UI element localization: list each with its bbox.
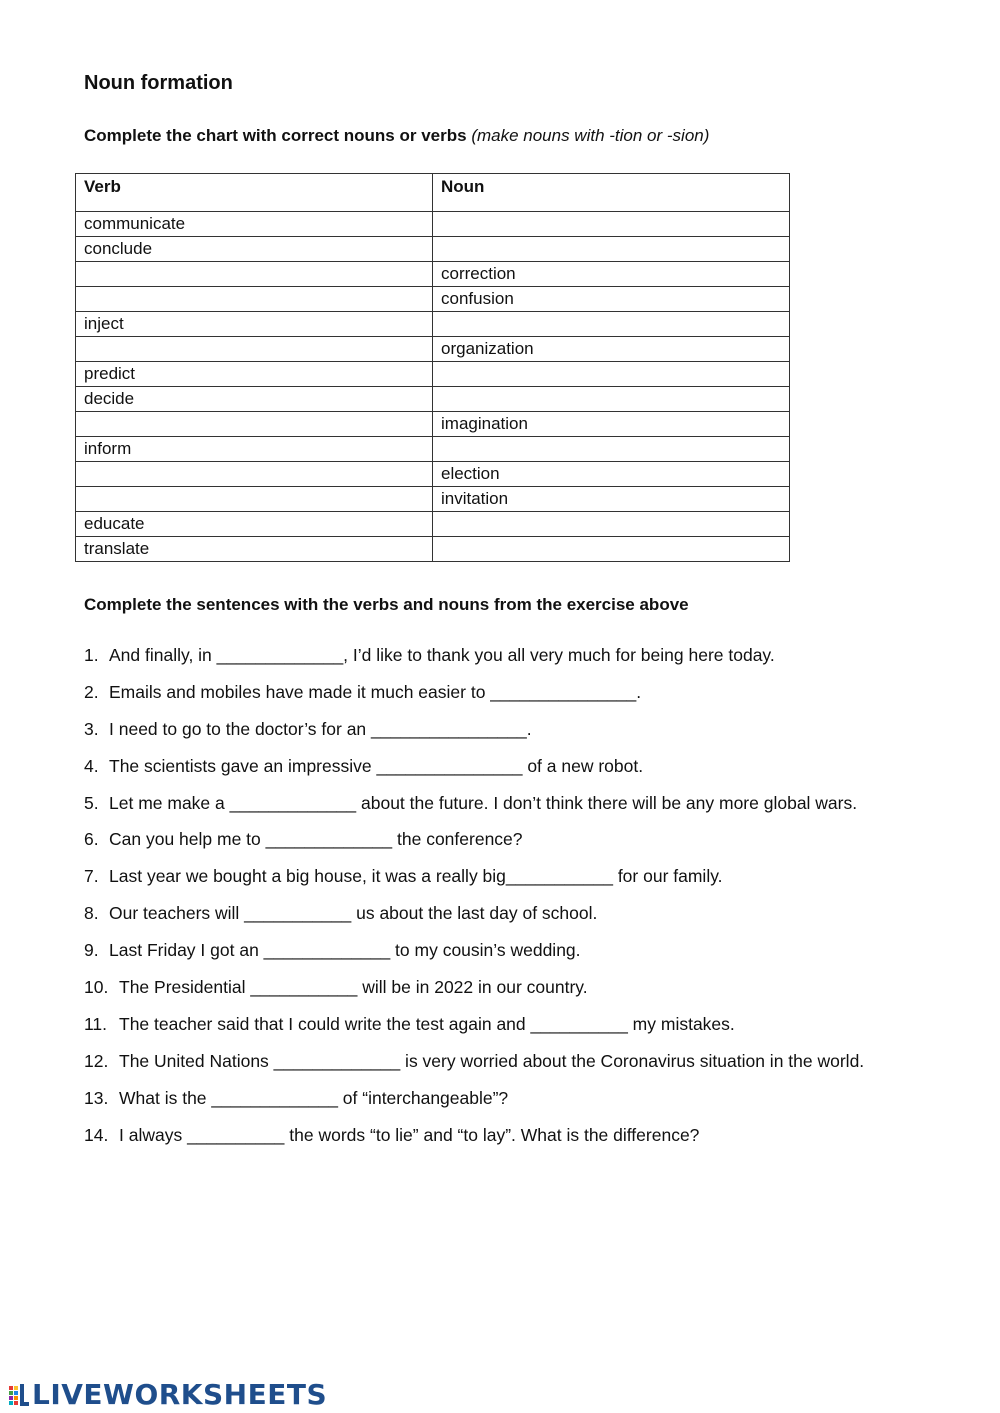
chart-row (76, 412, 790, 437)
verb-cell: conclude (76, 237, 433, 262)
sentence-text: The United Nations _____________ is very worried about the Coronavirus situation in the world. (119, 1050, 865, 1071)
sentence-number: 13. (84, 1087, 109, 1108)
verb-cell[interactable] (76, 462, 433, 487)
verb-cell[interactable] (76, 412, 433, 437)
chart-row (76, 437, 790, 462)
sentence-number: 7. (84, 866, 99, 887)
sentence-item (84, 643, 964, 680)
noun-cell: confusion (433, 287, 790, 312)
noun-cell: correction (433, 262, 790, 287)
sentence-number: 6. (84, 829, 99, 850)
sentence-number: 5. (84, 792, 99, 813)
header-noun: Noun (433, 174, 790, 212)
sentence-text: Can you help me to _____________ the conference? (109, 829, 523, 850)
verb-cell: decide (76, 387, 433, 412)
verb-cell: predict (76, 362, 433, 387)
sentence-item (84, 1123, 964, 1160)
noun-cell: election (433, 462, 790, 487)
brand-name: LIVEWORKSHEETS (32, 1377, 328, 1411)
sentence-number: 3. (84, 718, 99, 739)
verb-cell: educate (76, 512, 433, 537)
chart-row (76, 362, 790, 387)
verb-cell[interactable] (76, 337, 433, 362)
header-verb: Verb (76, 174, 433, 212)
verb-cell[interactable] (76, 287, 433, 312)
instruction-main: Complete the chart with correct nouns or verbs (84, 126, 467, 145)
noun-cell[interactable] (433, 537, 790, 562)
sentence-list (84, 643, 964, 1159)
chart-row (76, 212, 790, 237)
verb-cell: inform (76, 437, 433, 462)
sentence-number: 1. (84, 645, 99, 665)
sentence-item (84, 938, 964, 975)
chart-row (76, 237, 790, 262)
chart-row (76, 312, 790, 337)
verb-cell[interactable] (76, 487, 433, 512)
sentence-number: 8. (84, 903, 99, 924)
verb-cell: communicate (76, 212, 433, 237)
noun-cell[interactable] (433, 312, 790, 337)
sentence-number: 9. (84, 940, 99, 961)
noun-cell: invitation (433, 487, 790, 512)
sentences-heading: Complete the sentences with the verbs and nouns from the exercise above (84, 595, 689, 614)
instruction-hint: (make nouns with -tion or -sion) (471, 126, 710, 145)
sentence-item (84, 827, 964, 864)
chart-row (76, 337, 790, 362)
sentence-text: I always __________ the words “to lie” and “to lay”. What is the difference? (119, 1124, 700, 1145)
verb-cell[interactable] (76, 262, 433, 287)
chart-instruction (84, 126, 709, 146)
noun-cell: organization (433, 337, 790, 362)
noun-cell[interactable] (433, 212, 790, 237)
sentence-text: Emails and mobiles have made it much easier to _______________. (109, 681, 642, 702)
sentence-number: 14. (84, 1124, 109, 1145)
sentence-text: Last Friday I got an _____________ to my cousin’s wedding. (109, 940, 581, 961)
sentence-text: The scientists gave an impressive _______________ of a new robot. (109, 755, 644, 776)
sentence-number: 10. (84, 977, 109, 998)
sentence-item (84, 791, 964, 828)
sentence-item (84, 1012, 964, 1049)
chart-row (76, 462, 790, 487)
sentence-item (84, 901, 964, 938)
noun-cell[interactable] (433, 237, 790, 262)
sentence-item (84, 864, 964, 901)
sentence-item (84, 975, 964, 1012)
chart-row (76, 262, 790, 287)
noun-cell[interactable] (433, 387, 790, 412)
sentence-number: 12. (84, 1050, 109, 1071)
sentence-number: 4. (84, 755, 99, 776)
sentence-item (84, 680, 964, 717)
noun-cell[interactable] (433, 512, 790, 537)
brand-footer (8, 1378, 327, 1410)
verb-cell: translate (76, 537, 433, 562)
chart-row (76, 537, 790, 562)
sentence-text: Last year we bought a big house, it was a really big___________ for our family. (109, 866, 723, 887)
sentence-number: 2. (84, 681, 99, 702)
sentence-text: What is the _____________ of “interchangeable”? (119, 1087, 509, 1108)
chart-row (76, 512, 790, 537)
verb-cell: inject (76, 312, 433, 337)
page-title: Noun formation (84, 72, 233, 94)
sentence-text: Let me make a _____________ about the future. I don’t think there will be any more global wars. (109, 792, 858, 813)
noun-verb-chart (75, 173, 790, 562)
noun-cell[interactable] (433, 362, 790, 387)
chart-row (76, 487, 790, 512)
chart-header-row (76, 174, 790, 212)
sentence-item (84, 717, 964, 754)
noun-cell[interactable] (433, 437, 790, 462)
chart-row (76, 387, 790, 412)
sentence-text: And finally, in _____________, I’d like to thank you all very much for being here today. (109, 645, 775, 665)
noun-cell: imagination (433, 412, 790, 437)
chart-row (76, 287, 790, 312)
sentence-text: Our teachers will ___________ us about the last day of school. (109, 903, 598, 924)
sentence-number: 11. (84, 1013, 108, 1034)
sentence-text: The Presidential ___________ will be in 2022 in our country. (119, 977, 588, 998)
liveworksheets-logo-icon (8, 1380, 30, 1408)
sentence-text: I need to go to the doctor’s for an ________________. (109, 718, 532, 739)
sentence-item (84, 1049, 964, 1086)
sentence-text: The teacher said that I could write the test again and __________ my mistakes. (119, 1013, 735, 1034)
sentence-item (84, 754, 964, 791)
sentence-item (84, 1086, 964, 1123)
